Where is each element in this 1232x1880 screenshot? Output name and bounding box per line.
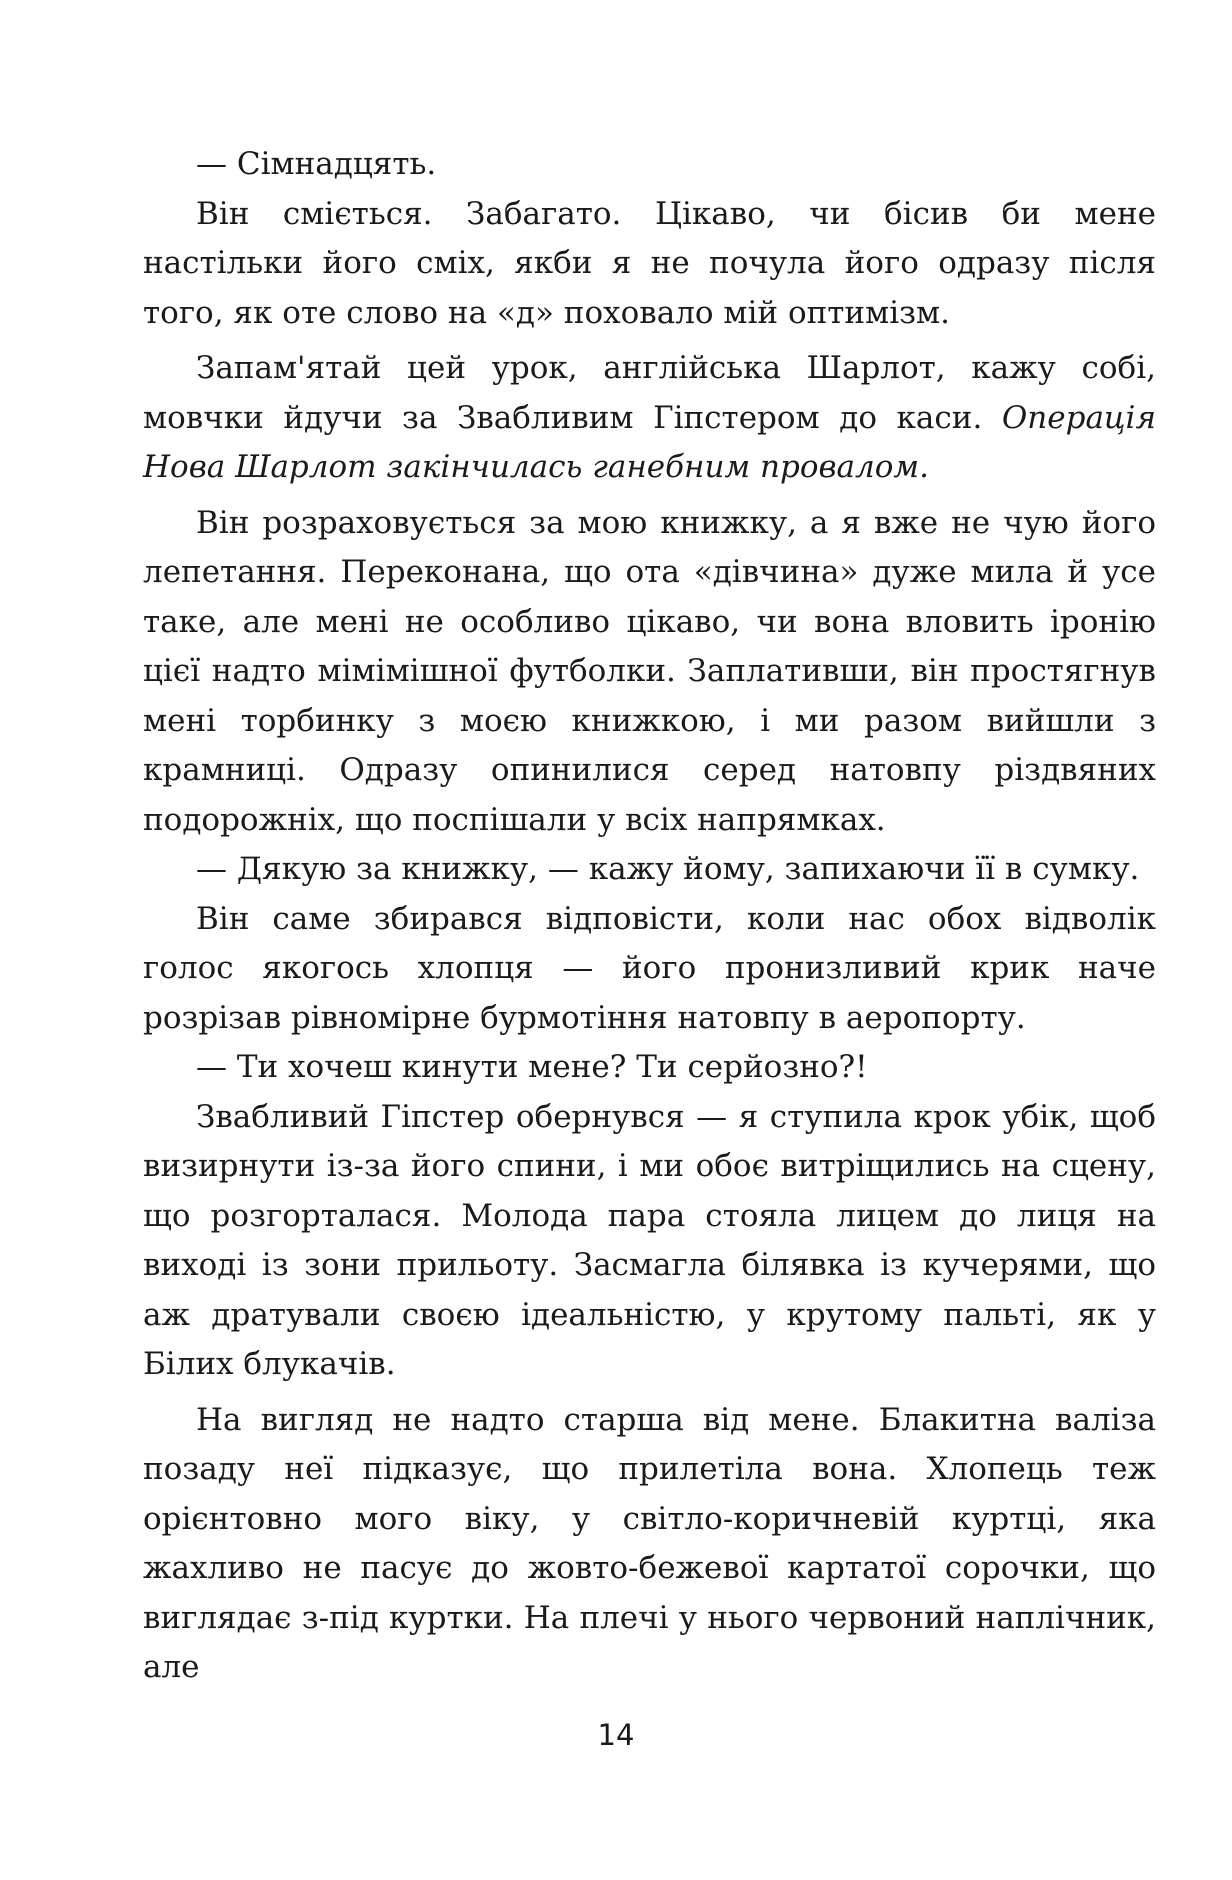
paragraph-3-text: Запам'ятай цей урок, англійська Шарлот, кажу собі, мовчки йдучи за Звабливим Гіпстером до каси. [143, 350, 1156, 436]
paragraph-1: — Сімнадцять. [196, 146, 437, 182]
paragraph-9: На вигляд не надто старша від мене. Блакитна валіза позаду неї підказує, що прилетіла вона. Хлопець теж орієнтовно мого віку, у світло-коричневій куртці, яка жахливо не пасує до жовто-бежевої картатої сорочки, що виглядає з-під куртки. На плечі у нього червоний наплічник, але [143, 1401, 1156, 1685]
paragraph-3-italic: Операція Нова Шарлот закінчилась ганебним провалом. [143, 399, 1156, 485]
paragraph-4: Він розраховується за мою книжку, а я вже не чую його лепетання. Переконана, що ота «дівчина» дуже мила й усе таке, але мені не особливо цікаво, чи вона вловить іронію цієї надто мімімішної футболки. Заплативши, він простягнув мені торбинку з моєю книжкою, і ми разом вийшли з крамниці. Одразу опинилися серед натовпу різдвяних подорожніх, що поспішали у всіх напрямках. [143, 504, 1156, 838]
paragraph-2: Він сміється. Забагато. Цікаво, чи бісив би мене настільки його сміх, якби я не почула його одразу після того, як оте слово на «д» поховало мій оптимізм. [143, 195, 1156, 331]
paragraph-5: — Дякую за книжку, — кажу йому, запихаючи її в сумку. [196, 851, 1140, 887]
paragraph-8: Звабливий Гіпстер обернувся — я ступила крок убік, щоб визирнути із-за його спини, і ми обоє витріщились на сцену, що розгорталася. Молода пара стояла лицем до лиця на виході із зони прильоту. Засмагла білявка із кучерями, що аж дратували своєю ідеальністю, у крутому пальті, як у Білих блукачів. [143, 1098, 1156, 1382]
paragraph-6: Він саме збирався відповісти, коли нас обох відволік голос якогось хлопця — його пронизливий крик наче розрізав рівномірне бурмотіння натовпу в аеропорту. [143, 900, 1156, 1036]
body-text [143, 140, 1156, 1693]
paragraph-3 [143, 344, 1156, 493]
paragraph-7: — Ти хочеш кинути мене? Ти серйозно?! [196, 1049, 868, 1085]
page-number: 14 [597, 1718, 635, 1752]
